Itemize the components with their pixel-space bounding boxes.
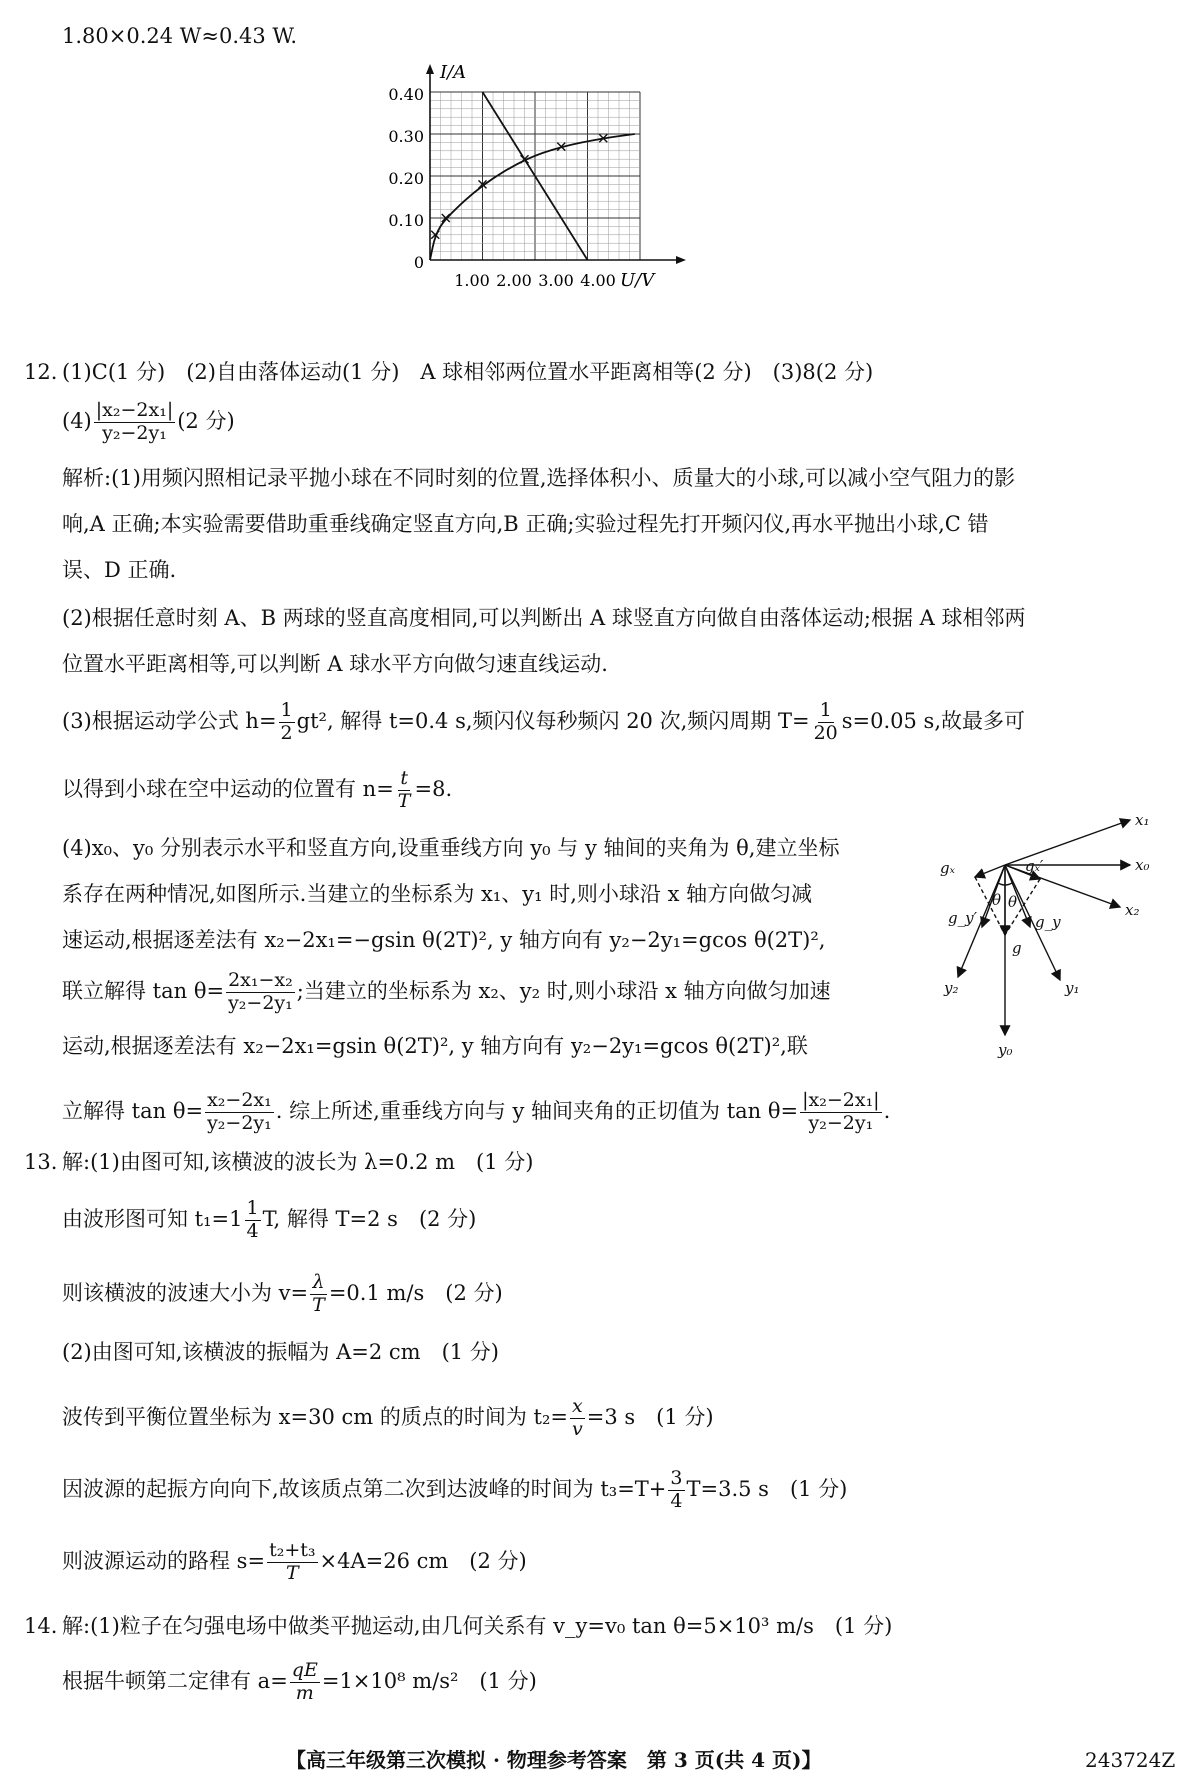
label-g: g <box>1012 939 1022 957</box>
x-tick-3: 4.00 <box>580 271 616 290</box>
iv-curve <box>430 134 635 260</box>
q13-l6: 因波源的起振方向向下,故该质点第二次到达波峰的时间为 t₃=T+ $\frac{3}{4}$ T=3.5 s (1 分) <box>62 1467 848 1512</box>
y-tick-1: 0.30 <box>388 127 424 146</box>
q12-ans4 <box>62 400 235 445</box>
axes-diagram <box>930 815 1180 1060</box>
frac-1-20: $\frac{1}{20}$ <box>813 699 838 744</box>
q12-number: 12. <box>24 360 58 384</box>
q13-l3: 则该横波的波速大小为 v= $\frac{\lambda}{T}$ =0.1 m/s (2 分) <box>62 1271 503 1316</box>
q12-p1b: 响,A 正确;本实验需要借助重垂线确定竖直方向,B 正确;实验过程先打开频闪仪,再水平抛出小球,C 错 <box>62 512 989 536</box>
y-axis-label: I/A <box>440 62 467 83</box>
q14-number: 14. <box>24 1614 58 1638</box>
frac-num: |x₂−2x₁| <box>95 399 174 421</box>
frac-lambda-T: $\frac{\lambda}{T}$ <box>312 1271 325 1316</box>
footer-code: 243724Z <box>1085 1748 1176 1772</box>
label-gx: gₓ <box>940 859 955 877</box>
label-x0: x₀ <box>1135 856 1150 874</box>
q13-l1: 解:(1)由图可知,该横波的波长为 λ=0.2 m (1 分) <box>62 1150 534 1174</box>
q12-p3b: 以得到小球在空中运动的位置有 n= $\frac{t}{T}$ =8. <box>62 767 453 812</box>
q13-l2: 由波形图可知 t₁=1 $\frac{1}{4}$ T, 解得 T=2 s (2 分) <box>62 1197 477 1242</box>
label-y2: y₂ <box>944 979 959 997</box>
q12-p2b: 位置水平距离相等,可以判断 A 球水平方向做匀速直线运动. <box>62 652 608 676</box>
frac-den: y₂−2y₁ <box>102 421 167 444</box>
label-x1: x₁ <box>1135 815 1150 829</box>
q12-p4f: 立解得 tan θ= $\frac{\text{x₂−2x₁}}{\text{y₂−2y₁}}$ . 综上所述,重垂线方向与 y 轴间夹角的正切值为 tan θ= $\frac{\text{|x₂−2x₁|}}{\text{y₂−2y₁}}$ . <box>62 1089 891 1134</box>
q13-l4: (2)由图可知,该横波的振幅为 A=2 cm (1 分) <box>62 1340 499 1364</box>
x-tick-0: 1.00 <box>454 271 490 290</box>
label-x2: x₂ <box>1125 901 1140 919</box>
q12-p1a: 解析:(1)用频闪照相记录平抛小球在不同时刻的位置,选择体积小、质量大的小球,可以减小空气阻力的影 <box>62 466 1016 490</box>
label-theta: θ <box>992 891 1002 909</box>
frac-quarter: $\frac{1}{4}$ <box>246 1197 259 1242</box>
y-tick-0: 0.40 <box>388 85 424 104</box>
frac-half: $\frac{1}{2}$ <box>280 699 293 744</box>
frac-t-sum: $\frac{\text{t₂+t₃}}{T}$ <box>269 1539 316 1584</box>
q12-p4d: 联立解得 tan θ= $\frac{\text{2x₁−x₂}}{\text{y₂−2y₁}}$ ;当建立的坐标系为 x₂、y₂ 时,则小球沿 x 轴方向做匀加速 <box>62 969 831 1014</box>
label-gx2: gₓ′ <box>1025 857 1044 875</box>
frac-qE-m: $\frac{qE}{m}$ <box>291 1659 318 1704</box>
q12-line1: (1)C(1 分) (2)自由落体运动(1 分) A 球相邻两位置水平距离相等(2 分) (3)8(2 分) <box>62 360 874 384</box>
label-gy2: g_y′ <box>948 909 977 927</box>
q12-p4c: 速运动,根据逐差法有 x₂−2x₁=−gsin θ(2T)², y 轴方向有 y₂−2y₁=gcos θ(2T)², <box>62 928 826 952</box>
q12-p1c: 误、D 正确. <box>62 558 177 582</box>
y-tick-4: 0 <box>413 253 424 272</box>
q13-l7: 则波源运动的路程 s= $\frac{\text{t₂+t₃}}{T}$ ×4A=26 cm (2 分) <box>62 1539 527 1584</box>
y-tick-2: 0.20 <box>388 169 424 188</box>
label-y1: y₁ <box>1065 979 1080 997</box>
frac-3-4: $\frac{3}{4}$ <box>670 1467 683 1512</box>
y-axis-arrow <box>426 64 434 74</box>
x-tick-1: 2.00 <box>496 271 532 290</box>
frac-tan-1: $\frac{\text{2x₁−x₂}}{\text{y₂−2y₁}}$ <box>228 969 293 1014</box>
q13-number: 13. <box>24 1150 58 1174</box>
q12-ans4-suffix: (2 分) <box>177 408 235 433</box>
footer-title: 【高三年级第三次模拟 · 物理参考答案 第 3 页(共 4 页)】 <box>286 1748 822 1772</box>
q13-l5: 波传到平衡位置坐标为 x=30 cm 的质点的时间为 t₂= $\frac{x}{v}$ =3 s (1 分) <box>62 1395 714 1440</box>
x-axis-arrow <box>676 256 686 264</box>
q12-p3a: (3)根据运动学公式 h= $\frac{1}{2}$ gt², 解得 t=0.4 s,频闪仪每秒频闪 20 次,频闪周期 T= $\frac{1}{20}$ s=0.05 s,故最多可 <box>62 699 1026 744</box>
label-y0: y₀ <box>998 1041 1013 1059</box>
top-line: 1.80×0.24 W≈0.43 W. <box>62 24 297 48</box>
frac-x-v: $\frac{x}{v}$ <box>572 1395 583 1440</box>
q12-p2a: (2)根据任意时刻 A、B 两球的竖直高度相同,可以判断出 A 球竖直方向做自由落体运动;根据 A 球相邻两 <box>62 606 1026 630</box>
axis-x1 <box>1005 820 1130 865</box>
frac-tan-2: $\frac{\text{x₂−2x₁}}{\text{y₂−2y₁}}$ <box>207 1089 272 1134</box>
x-tick-2: 3.00 <box>538 271 574 290</box>
q12-ans4-fraction <box>94 400 175 445</box>
label-gy: g_y <box>1035 913 1061 931</box>
label-theta2: θ <box>1008 893 1018 911</box>
q14-l1: 解:(1)粒子在匀强电场中做类平抛运动,由几何关系有 v_y=v₀ tan θ=5×10³ m/s (1 分) <box>62 1614 893 1638</box>
q14-l2: 根据牛顿第二定律有 a= $\frac{qE}{m}$ =1×10⁸ m/s² (1 分) <box>62 1659 537 1704</box>
q12-p4b: 系存在两种情况,如图所示.当建立的坐标系为 x₁、y₁ 时,则小球沿 x 轴方向做匀减 <box>62 882 813 906</box>
q12-ans4-prefix: (4) <box>62 408 92 433</box>
q12-p4a: (4)x₀、y₀ 分别表示水平和竖直方向,设重垂线方向 y₀ 与 y 轴间的夹角为 θ,建立坐标 <box>62 836 840 860</box>
x-axis-label: U/V <box>620 270 655 291</box>
iv-chart <box>380 60 700 300</box>
y-tick-3: 0.10 <box>388 211 424 230</box>
q12-p4e: 运动,根据逐差法有 x₂−2x₁=gsin θ(2T)², y 轴方向有 y₂−2y₁=gcos θ(2T)²,联 <box>62 1034 808 1058</box>
frac-tan-3: $\frac{\text{|x₂−2x₁|}}{\text{y₂−2y₁}}$ <box>802 1089 880 1134</box>
frac-t-T: $\frac{t}{T}$ <box>397 767 411 812</box>
